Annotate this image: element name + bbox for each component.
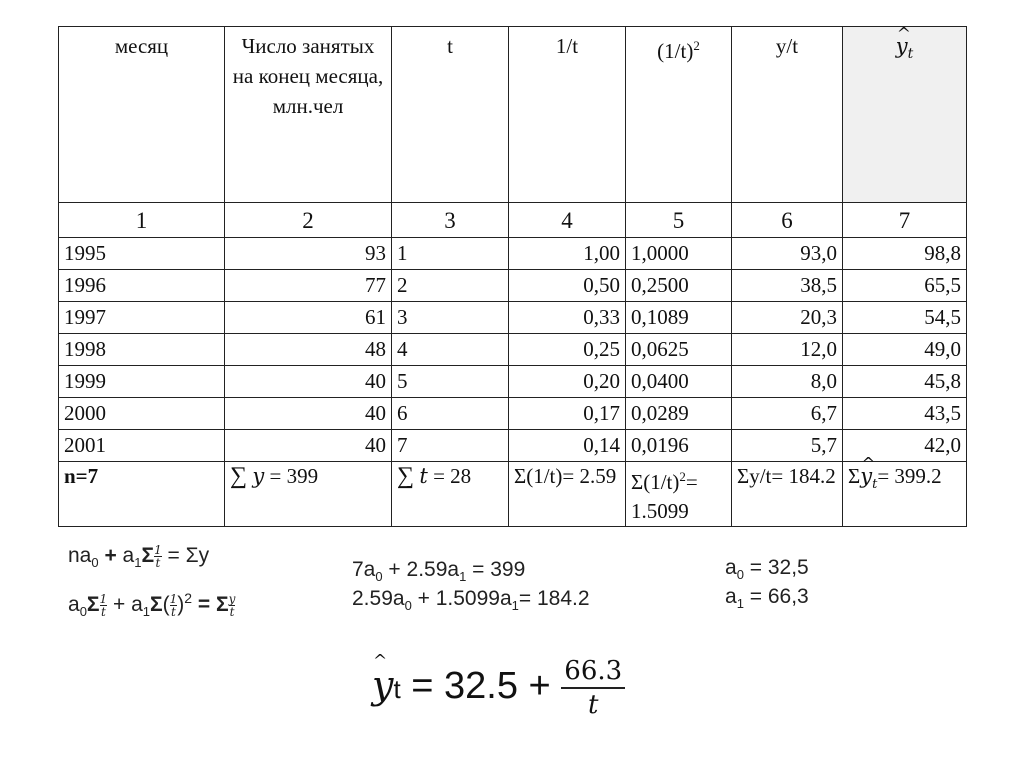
cell-year: 1995 xyxy=(59,238,225,270)
cell-year: 1998 xyxy=(59,334,225,366)
normal-equation-2: $a_0\Sigma$ $\frac{1}{t}$ + $a_1\Sigma$( $\frac{1}{t}$ )$^2$ = Σ $\frac{y}{t}$ xyxy=(68,590,236,620)
cell-employed: 93 xyxy=(225,238,392,270)
cell-t: 1 xyxy=(392,238,509,270)
cell-yhat: 42,0 xyxy=(843,430,967,462)
final-constant: = 32.5 + xyxy=(411,665,551,708)
table-row xyxy=(59,334,967,366)
sum-inv-t: Σ(1/t)= 2.59 xyxy=(509,462,626,527)
col-number: 1 xyxy=(59,203,225,238)
col-number: 6 xyxy=(732,203,843,238)
sum-row xyxy=(59,462,967,527)
header-yhat: ^ $y_t$ xyxy=(843,27,967,203)
cell-t: 7 xyxy=(392,430,509,462)
cell-year: 2000 xyxy=(59,398,225,430)
table-row xyxy=(59,238,967,270)
cell-inv-t: 1,00 xyxy=(509,238,626,270)
cell-yhat: 49,0 xyxy=(843,334,967,366)
solution-a0: $a_0 = 32,5$ xyxy=(725,556,809,583)
header-month: месяц xyxy=(59,27,225,203)
cell-t: 6 xyxy=(392,398,509,430)
table-row xyxy=(59,398,967,430)
table-row xyxy=(59,270,967,302)
header-inv-t-sq: $(1/t)^2$ xyxy=(626,27,732,203)
cell-employed: 77 xyxy=(225,270,392,302)
cell-employed: 40 xyxy=(225,398,392,430)
sum-yhat: Σ^ $y_t= 399.2$ xyxy=(843,462,967,527)
cell-employed: 61 xyxy=(225,302,392,334)
cell-y-over-t: 8,0 xyxy=(732,366,843,398)
table-row xyxy=(59,302,967,334)
final-fraction xyxy=(561,655,625,721)
cell-year: 1996 xyxy=(59,270,225,302)
final-formula: ^ yt = 32.5 + $\frac{66.3}{t}$ xyxy=(372,655,625,721)
header-row xyxy=(59,27,967,203)
table-row xyxy=(59,366,967,398)
cell-year: 1997 xyxy=(59,302,225,334)
cell-yhat: 43,5 xyxy=(843,398,967,430)
cell-inv-t: 0,14 xyxy=(509,430,626,462)
cell-inv-t-sq: 1,0000 xyxy=(626,238,732,270)
data-table xyxy=(58,26,967,527)
cell-employed: 48 xyxy=(225,334,392,366)
col-number: 7 xyxy=(843,203,967,238)
header-y-over-t: y/t xyxy=(732,27,843,203)
sum-n: n=7 xyxy=(59,462,225,527)
cell-t: 2 xyxy=(392,270,509,302)
cell-t: 4 xyxy=(392,334,509,366)
cell-year: 2001 xyxy=(59,430,225,462)
cell-inv-t: 0,33 xyxy=(509,302,626,334)
cell-y-over-t: 93,0 xyxy=(732,238,843,270)
cell-employed: 40 xyxy=(225,430,392,462)
cell-inv-t: 0,20 xyxy=(509,366,626,398)
cell-inv-t: 0,50 xyxy=(509,270,626,302)
cell-yhat: 65,5 xyxy=(843,270,967,302)
cell-y-over-t: 38,5 xyxy=(732,270,843,302)
cell-yhat: 54,5 xyxy=(843,302,967,334)
cell-t: 3 xyxy=(392,302,509,334)
final-denominator: t xyxy=(588,690,599,720)
cell-employed: 40 xyxy=(225,366,392,398)
sum-t: ∑ t = 28 xyxy=(392,462,509,527)
cell-inv-t-sq: 0,2500 xyxy=(626,270,732,302)
sum-y-over-t: Σy/t= 184.2 xyxy=(732,462,843,527)
cell-inv-t-sq: 0,0625 xyxy=(626,334,732,366)
header-employed: Число занятых на конец месяца, млн.чел xyxy=(225,27,392,203)
cell-y-over-t: 5,7 xyxy=(732,430,843,462)
final-numerator: 66.3 xyxy=(561,655,625,689)
header-t: t xyxy=(392,27,509,203)
col-number: 4 xyxy=(509,203,626,238)
header-inv-t: 1/t xyxy=(509,27,626,203)
cell-inv-t: 0,17 xyxy=(509,398,626,430)
cell-inv-t-sq: 0,0289 xyxy=(626,398,732,430)
sum-y: ∑ y = 399 xyxy=(225,462,392,527)
cell-yhat: 45,8 xyxy=(843,366,967,398)
col-number: 3 xyxy=(392,203,509,238)
sum-inv-t-sq: $\Sigma(1/t)^2= 1.5099$ xyxy=(626,462,732,527)
cell-y-over-t: 12,0 xyxy=(732,334,843,366)
cell-y-over-t: 20,3 xyxy=(732,302,843,334)
numeric-equation-1: $7a_0 + 2.59a_1 = 399$ xyxy=(352,558,526,585)
cell-year: 1999 xyxy=(59,366,225,398)
col-number: 5 xyxy=(626,203,732,238)
cell-yhat: 98,8 xyxy=(843,238,967,270)
cell-t: 5 xyxy=(392,366,509,398)
column-number-row xyxy=(59,203,967,238)
col-number: 2 xyxy=(225,203,392,238)
normal-equation-1: $na_0 + a_1\Sigma$ $\frac{1}{t}$ = Σy xyxy=(68,543,210,571)
cell-inv-t-sq: 0,0400 xyxy=(626,366,732,398)
cell-y-over-t: 6,7 xyxy=(732,398,843,430)
cell-inv-t-sq: 0,0196 xyxy=(626,430,732,462)
cell-inv-t: 0,25 xyxy=(509,334,626,366)
table-row xyxy=(59,430,967,462)
numeric-equation-2: $2.59a_0 + 1.5099a_1= 184.2$ xyxy=(352,587,590,614)
cell-inv-t-sq: 0,1089 xyxy=(626,302,732,334)
solution-a1: $a_1 = 66,3$ xyxy=(725,585,809,612)
